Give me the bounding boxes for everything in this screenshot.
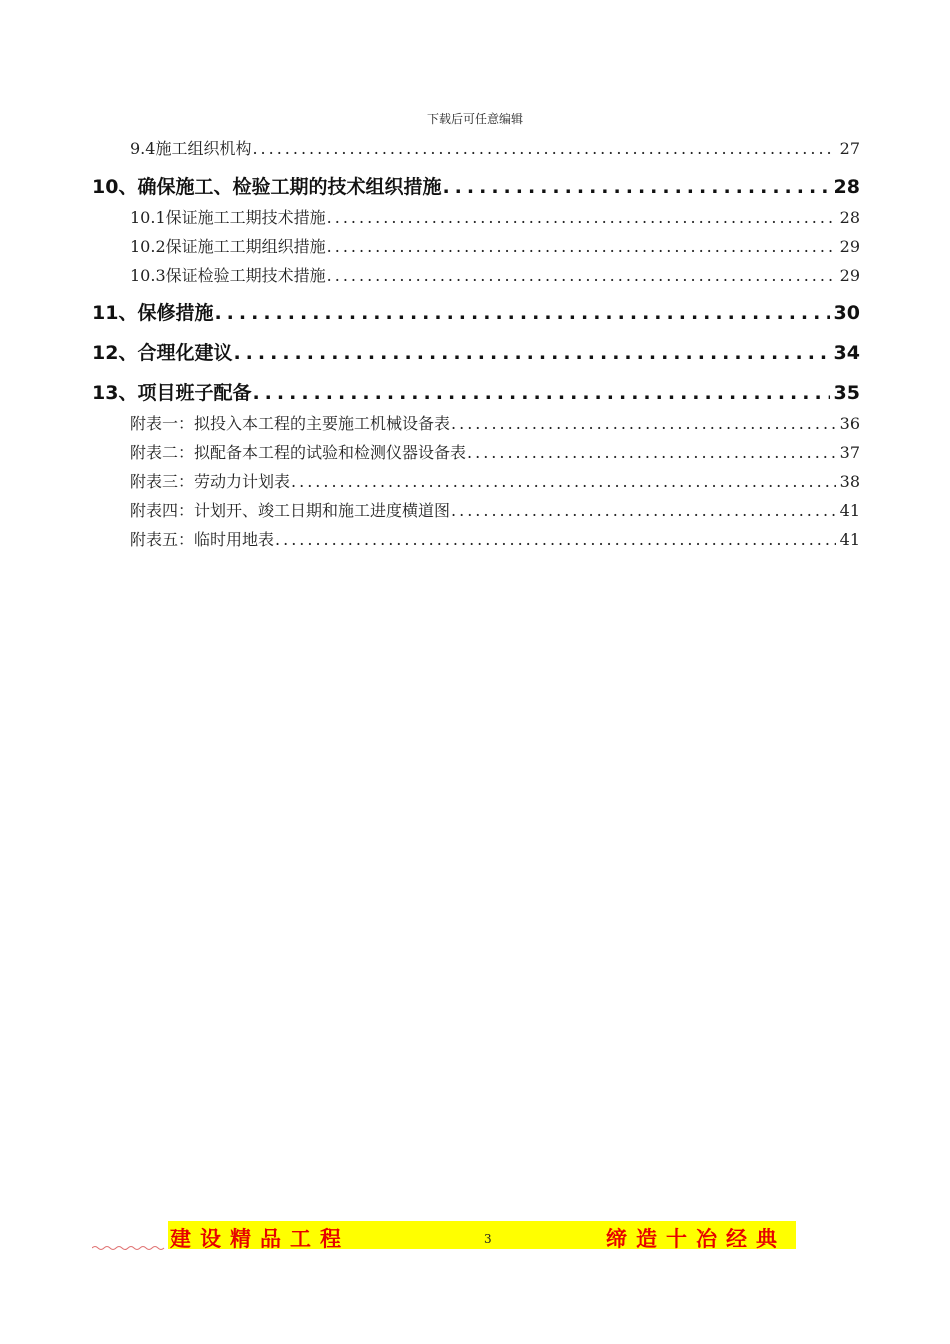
toc-entry-page: 36 [839, 414, 860, 433]
toc-leader-dots [214, 302, 829, 324]
toc-entry-title: 附表二：拟配备本工程的试验和检测仪器设备表 [130, 443, 467, 462]
toc-entry-title: 附表一：拟投入本工程的主要施工机械设备表 [130, 414, 451, 433]
footer-slogan-right: 缔造十冶经典 [606, 1227, 786, 1251]
toc-entry-10-1[interactable] [130, 205, 860, 228]
toc-leader-dots [252, 139, 835, 158]
toc-leader-dots [451, 414, 836, 433]
toc-entry-9-4[interactable] [130, 136, 860, 159]
toc-leader-dots [275, 530, 836, 549]
toc-entry-appendix-1[interactable] [130, 411, 860, 434]
toc-entry-title: 附表四：计划开、竣工日期和施工进度横道图 [130, 501, 451, 520]
footer-slogan-left: 建设精品工程 [170, 1227, 350, 1251]
toc-entry-13[interactable] [92, 378, 860, 405]
page-number: 3 [484, 1232, 492, 1246]
toc-entry-12[interactable] [92, 338, 860, 365]
toc-entry-title: 13、项目班子配备 [92, 382, 252, 404]
toc-entry-page: 37 [839, 443, 860, 462]
toc-entry-10-2[interactable] [130, 234, 860, 257]
toc-entry-title: 10.3保证检验工期技术措施 [130, 266, 326, 285]
toc-entry-appendix-2[interactable] [130, 440, 860, 463]
toc-entry-title: 10.1保证施工工期技术措施 [130, 208, 326, 227]
toc-entry-page: 41 [839, 530, 860, 549]
toc-leader-dots [233, 342, 829, 364]
toc-entry-page: 28 [839, 208, 860, 227]
toc-entry-page: 35 [833, 382, 860, 404]
toc-entry-page: 38 [839, 472, 860, 491]
toc-leader-dots [291, 472, 836, 491]
toc-entry-appendix-3[interactable] [130, 469, 860, 492]
toc-entry-title: 附表三：劳动力计划表 [130, 472, 291, 491]
toc-entry-appendix-4[interactable] [130, 498, 860, 521]
toc-leader-dots [442, 176, 829, 198]
toc-leader-dots [327, 237, 836, 256]
toc-entry-11[interactable] [92, 298, 860, 325]
toc-entry-title: 10.2保证施工工期组织措施 [130, 237, 326, 256]
toc-entry-page: 34 [833, 342, 860, 364]
toc-entry-page: 28 [833, 176, 860, 198]
toc-entry-10-3[interactable] [130, 263, 860, 286]
spellcheck-squiggle [92, 1245, 792, 1251]
page-header: 下载后可任意编辑 [426, 112, 523, 126]
toc-entry-title: 9.4施工组织机构 [130, 139, 252, 158]
toc-entry-title: 10、确保施工、检验工期的技术组织措施 [92, 176, 442, 198]
toc-entry-title: 12、合理化建议 [92, 342, 233, 364]
toc-entry-page: 29 [839, 237, 860, 256]
toc-leader-dots [327, 266, 836, 285]
toc-entry-page: 29 [839, 266, 860, 285]
toc-entry-title: 11、保修措施 [92, 302, 214, 324]
toc-entry-page: 27 [839, 139, 860, 158]
toc-entry-page: 41 [839, 501, 860, 520]
toc-entry-10[interactable] [92, 172, 860, 199]
toc-leader-dots [467, 443, 836, 462]
toc-entry-title: 附表五：临时用地表 [130, 530, 275, 549]
toc-entry-appendix-5[interactable] [130, 527, 860, 550]
toc-leader-dots [327, 208, 836, 227]
toc-entry-page: 30 [833, 302, 860, 324]
toc-leader-dots [451, 501, 836, 520]
toc-leader-dots [252, 382, 829, 404]
